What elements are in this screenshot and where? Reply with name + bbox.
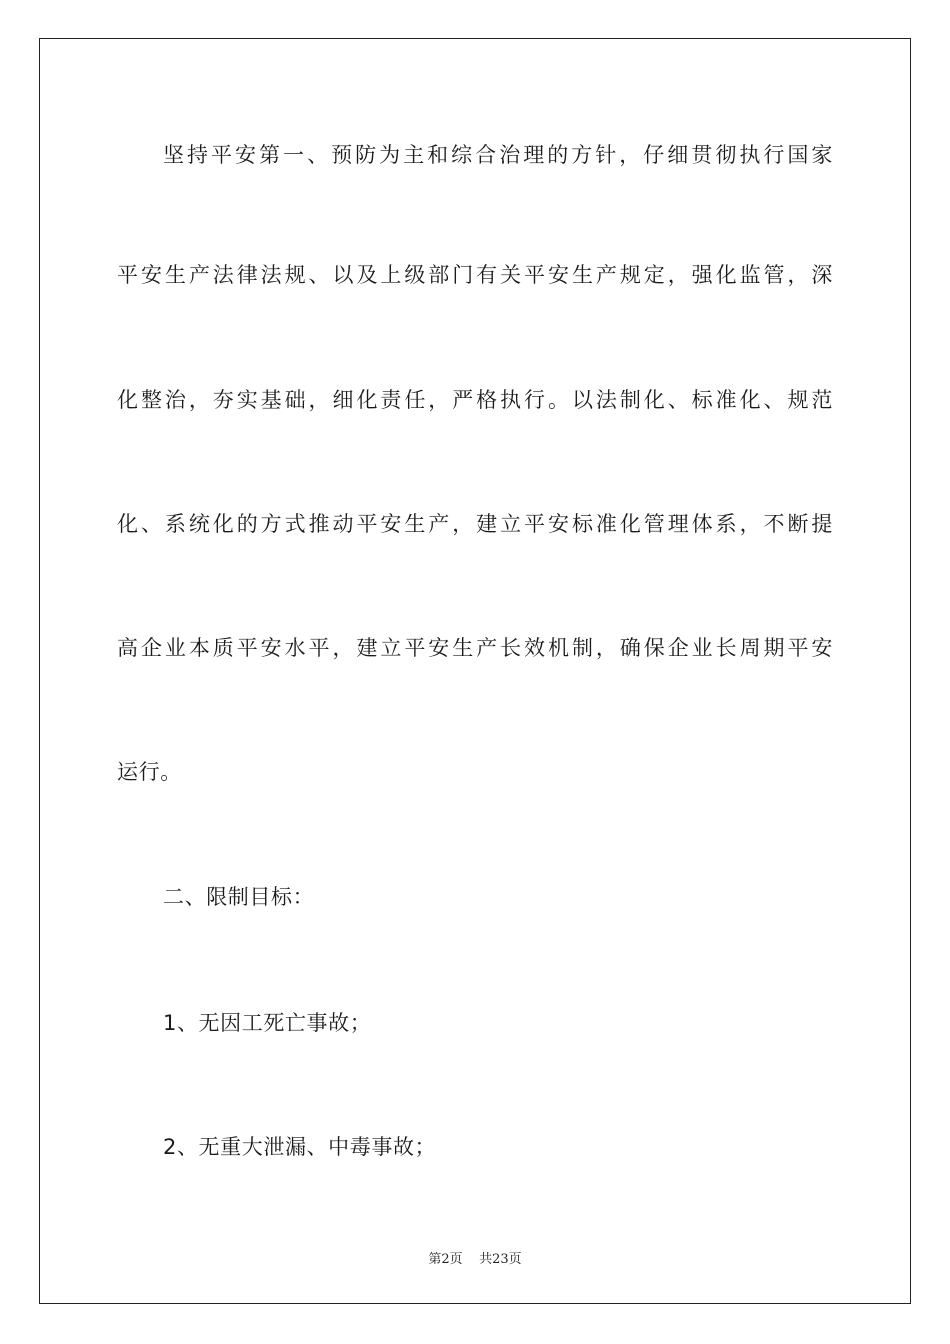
paragraph-line-5: 高企业本质平安水平，建立平安生产长效机制，确保企业长周期平安: [117, 636, 833, 660]
paragraph-line-4: 化、系统化的方式推动平安生产，建立平安标准化管理体系，不断提: [117, 512, 833, 536]
paragraph-line-1: 坚持平安第一、预防为主和综合治理的方针，仔细贯彻执行国家: [163, 143, 833, 167]
list-item: 1、无因工死亡事故；: [163, 1011, 372, 1035]
page-number: 第2页: [428, 1252, 463, 1267]
page-frame: [39, 38, 911, 1304]
paragraph-line-3: 化整治，夯实基础，细化责任，严格执行。以法制化、标准化、规范: [117, 388, 833, 412]
paragraph-line-6: 运行。: [117, 760, 182, 784]
total-pages: 共23页: [479, 1252, 522, 1267]
section-heading: 二、限制目标：: [163, 885, 315, 909]
footer-gap: [463, 1252, 480, 1267]
paragraph-line-2: 平安生产法律法规、以及上级部门有关平安生产规定，强化监管，深: [117, 263, 833, 287]
page-footer: [0, 1248, 950, 1267]
list-item: 2、无重大泄漏、中毒事故；: [163, 1135, 437, 1159]
